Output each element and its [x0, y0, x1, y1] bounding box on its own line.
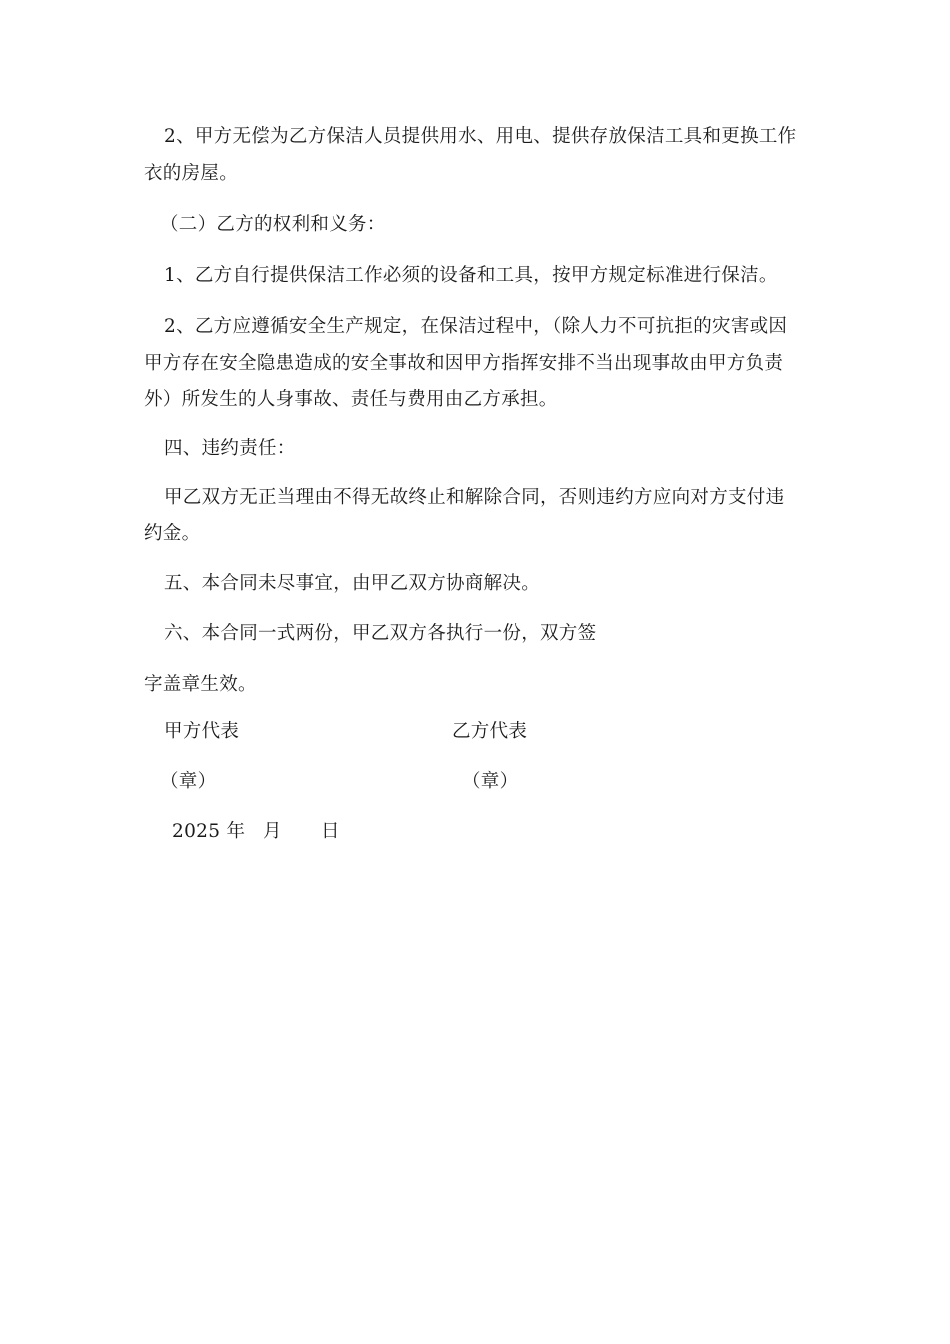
paragraph-copies-line2: 字盖章生效。 — [144, 674, 257, 695]
date-month: 月 — [263, 821, 282, 842]
party-b-representative-label: 乙方代表 — [452, 721, 528, 742]
heading-breach-liability: 四、违约责任： — [164, 438, 296, 459]
paragraph-breach-line2: 约金。 — [144, 523, 201, 544]
paragraph-party-b-duty-2-line1: 2、乙方应遵循安全生产规定，在保洁过程中，（除人力不可抗拒的灾害或因 — [164, 316, 788, 337]
paragraph-party-b-duty-1: 1、乙方自行提供保洁工作必须的设备和工具，按甲方规定标准进行保洁。 — [164, 265, 778, 286]
party-a-seal-label: （章） — [160, 771, 217, 792]
paragraph-copies-line1: 六、本合同一式两份，甲乙双方各执行一份，双方签 — [164, 623, 597, 644]
paragraph-unsettled-matters: 五、本合同未尽事宜，由甲乙双方协商解决。 — [164, 573, 541, 594]
paragraph-party-b-duty-2-line3: 外）所发生的人身事故、责任与费用由乙方承担。 — [144, 389, 558, 410]
party-b-seal-label: （章） — [462, 771, 519, 792]
party-a-representative-label: 甲方代表 — [164, 721, 240, 742]
date-year: 2025 年 — [172, 821, 246, 842]
date-day: 日 — [321, 821, 340, 842]
paragraph-party-b-duty-2-line2: 甲方存在安全隐患造成的安全事故和因甲方指挥安排不当出现事故由甲方负责 — [144, 353, 784, 374]
heading-party-b-rights: （二）乙方的权利和义务： — [160, 214, 386, 235]
paragraph-breach-line1: 甲乙双方无正当理由不得无故终止和解除合同，否则违约方应向对方支付违 — [164, 487, 785, 508]
paragraph-party-a-duty-2-line2: 衣的房屋。 — [144, 163, 239, 184]
paragraph-party-a-duty-2-line1: 2、甲方无偿为乙方保洁人员提供用水、用电、提供存放保洁工具和更换工作 — [164, 126, 797, 147]
